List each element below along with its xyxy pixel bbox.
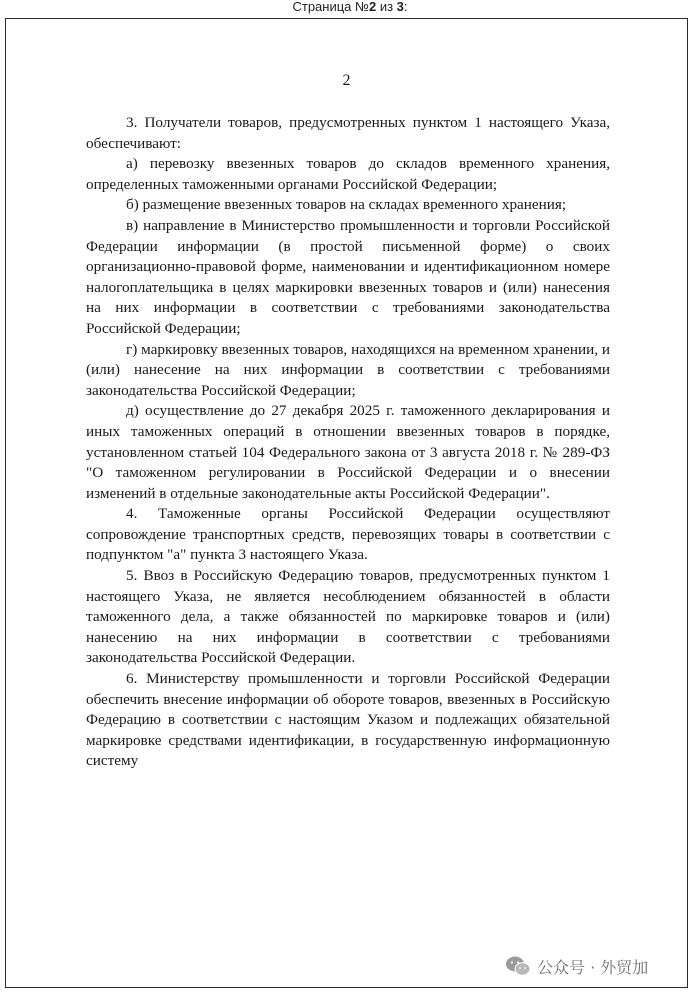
watermark-text: 公众号 · 外贸加 <box>537 957 649 977</box>
watermark <box>505 952 648 980</box>
paragraph-6: 6. Министерству промышленности и торговли Российской Федерации обеспечить внесение информации об обороте товаров, ввезенных в Российскую Федерацию в соответствии с настоящим Указом и подлежащих обязательной маркировке средствами идентификации, в государственную информационную систему <box>86 670 610 770</box>
paragraph-3b: б) размещение ввезенных товаров на складах временного хранения; <box>126 196 567 214</box>
page-indicator-separator: из <box>376 0 397 14</box>
paragraph-4: 4. Таможенные органы Российской Федерации осуществляют сопровождение транспортных средств, перевозящих товары в соответствии с подпунктом "а" пункта 3 настоящего Указа. <box>86 505 610 564</box>
document-page-number: 2 <box>342 72 351 89</box>
paragraph-3a: а) перевозку ввезенных товаров до складов временного хранения, определенных таможенными органами Российской Федерации; <box>86 155 610 193</box>
current-page-number: 2 <box>368 0 377 14</box>
paragraph-3: 3. Получатели товаров, предусмотренных пунктом 1 настоящего Указа, обеспечивают: <box>86 114 610 152</box>
paragraph-3d: д) осуществление до 27 декабря 2025 г. таможенного декларирования и иных таможенных операций в отношении ввезенных товаров в порядке, установленном статьей 104 Федерального закона от 3 августа 2018 г. № 289-ФЗ "О таможенном регулировании в Российской Федерации и о внесении изменений в отдельные законодательные акты Российской Федерации". <box>86 402 610 502</box>
paragraph-3g: г) маркировку ввезенных товаров, находящихся на временном хранении, и (или) нанесение на них информации в соответствии с требованиями законодательства Российской Федерации; <box>86 340 610 399</box>
document-body <box>86 113 610 772</box>
paragraph-3v: в) направление в Министерство промышленности и торговли Российской Федерации информации (в простой письменной форме) о своих организационно-правовой форме, наименовании и идентификационном номере налогоплательщика в целях маркировки ввезенных товаров и (или) нанесения на них информации в соответствии с требованиями законодательства Российской Федерации; <box>86 216 610 337</box>
wechat-icon <box>505 955 531 977</box>
page-indicator <box>0 0 700 18</box>
page-indicator-prefix: Страница № <box>292 0 369 14</box>
page-indicator-suffix: : <box>403 0 408 14</box>
paragraph-5: 5. Ввоз в Российскую Федерацию товаров, предусмотренных пунктом 1 настоящего Указа, не является несоблюдением обязанностей в области таможенного дела, а также обязанностей по маркировке товаров и (или) нанесению на них информации в соответствии с требованиями законодательства Российской Федерации. <box>86 567 610 667</box>
total-pages-number: 3 <box>396 0 404 14</box>
document-page <box>5 18 688 988</box>
